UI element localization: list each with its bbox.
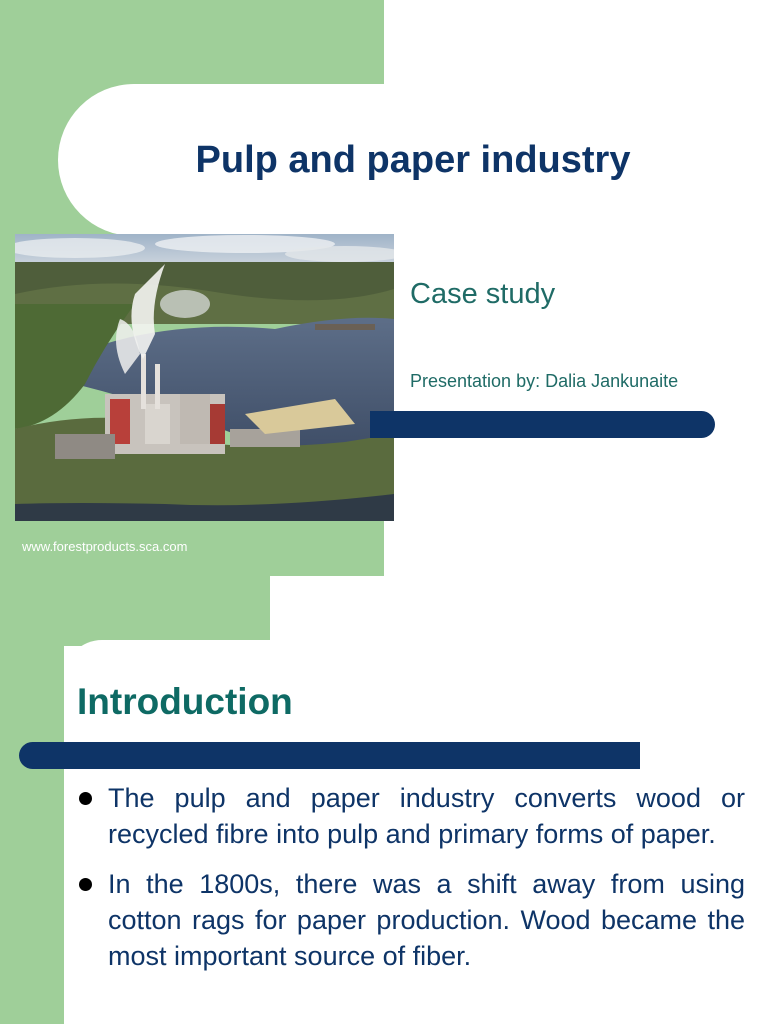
slide1-accent-bar [370,411,715,438]
slide-title: Pulp and paper industry [195,138,631,181]
bullet-text: The pulp and paper industry converts wood or recycled fibre into pulp and primary forms of paper. [108,783,745,849]
bullet-text: In the 1800s, there was a shift away from using cotton rags for paper production. Wood became the most important source of fiber. [108,869,745,971]
bullet-item [78,780,745,852]
bullet-list [78,780,745,988]
slide2-accent-bar [19,742,640,769]
slide2-heading: Introduction [77,681,293,722]
photo-source-link[interactable]: www.forestproducts.sca.com [22,539,188,554]
presenter-byline: Presentation by: Dalia Jankunaite [410,371,679,391]
bullet-item [78,866,745,974]
slide-subtitle: Case study [410,278,556,310]
bullet-icon [79,792,92,805]
slide2-green-sidebar [0,576,64,1024]
bullet-icon [79,878,92,891]
slide1-white-corner [384,0,768,84]
pulp-mill-photo [15,234,394,521]
pulp-mill-photo-image [15,234,394,521]
